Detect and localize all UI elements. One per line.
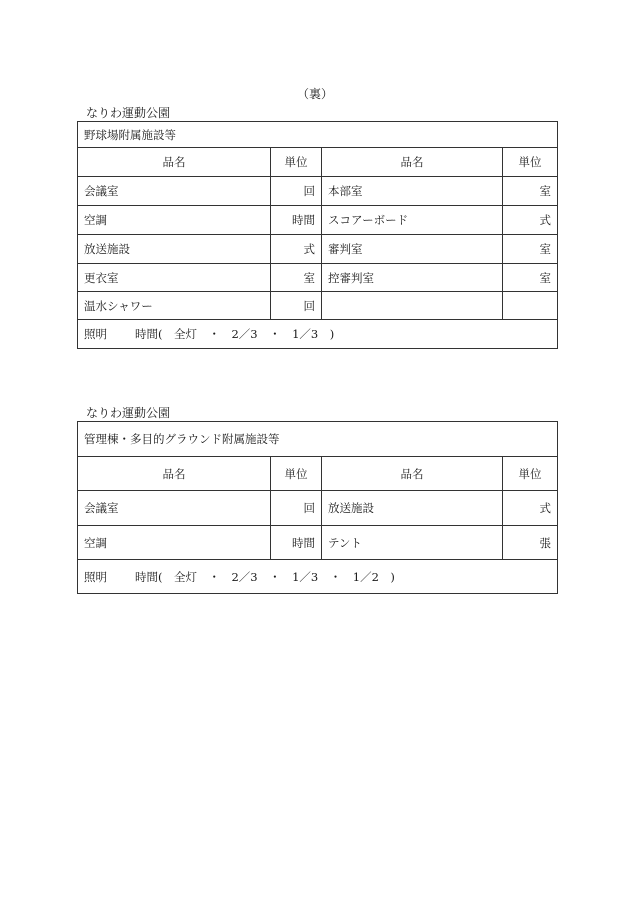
item-unit: 張: [503, 526, 558, 560]
item-unit: 室: [503, 264, 558, 292]
item-unit: 室: [271, 264, 322, 292]
item-name: 会議室: [78, 491, 271, 526]
lighting-label: 照明: [84, 327, 107, 341]
facility-table-management: [77, 421, 558, 594]
item-name: 放送施設: [322, 491, 503, 526]
item-name: [322, 292, 503, 320]
park-name: なりわ運動公園: [86, 406, 171, 420]
item-name: 会議室: [78, 177, 271, 206]
table-title-row: [78, 122, 558, 148]
table-title-row: [78, 422, 558, 457]
item-unit: 回: [271, 491, 322, 526]
item-unit: 時間: [271, 526, 322, 560]
item-name: 審判室: [322, 235, 503, 264]
item-unit: 式: [503, 206, 558, 235]
lighting-label: 照明: [84, 569, 107, 584]
table-row: [78, 491, 558, 526]
header-unit: 単位: [271, 148, 322, 177]
table-row: [78, 264, 558, 292]
lighting-cell: [78, 320, 558, 349]
lighting-options: 時間( 全灯 ・ 2／3 ・ 1／3 ・ 1／2 ): [135, 569, 395, 584]
park-name: なりわ運動公園: [86, 106, 171, 120]
lighting-cell: [78, 560, 558, 594]
table-row: [78, 526, 558, 560]
item-unit: [503, 292, 558, 320]
item-name: 本部室: [322, 177, 503, 206]
item-name: 更衣室: [78, 264, 271, 292]
item-name: 控審判室: [322, 264, 503, 292]
item-name: 放送施設: [78, 235, 271, 264]
table-row: [78, 235, 558, 264]
item-unit: 時間: [271, 206, 322, 235]
lighting-row: [78, 320, 558, 349]
item-unit: 室: [503, 177, 558, 206]
header-item-name: 品名: [78, 148, 271, 177]
table-title: 管理棟・多目的グラウンド附属施設等: [78, 422, 558, 457]
header-row: [78, 148, 558, 177]
lighting-row: [78, 560, 558, 594]
table-row: [78, 292, 558, 320]
item-name: 空調: [78, 526, 271, 560]
header-item-name: 品名: [322, 457, 503, 491]
lighting-options: 時間( 全灯 ・ 2／3 ・ 1／3 ): [135, 327, 335, 341]
header-unit: 単位: [503, 457, 558, 491]
header-item-name: 品名: [322, 148, 503, 177]
item-unit: 式: [503, 491, 558, 526]
item-name: 温水シャワー: [78, 292, 271, 320]
item-unit: 回: [271, 292, 322, 320]
table-title: 野球場附属施設等: [78, 122, 558, 148]
item-unit: 式: [271, 235, 322, 264]
item-name: スコアーボード: [322, 206, 503, 235]
item-unit: 回: [271, 177, 322, 206]
header-row: [78, 457, 558, 491]
item-name: 空調: [78, 206, 271, 235]
item-unit: 室: [503, 235, 558, 264]
facility-table-baseball: [77, 121, 558, 349]
header-unit: 単位: [271, 457, 322, 491]
header-item-name: 品名: [78, 457, 271, 491]
header-unit: 単位: [503, 148, 558, 177]
page-heading: （裏）: [296, 87, 333, 101]
table-row: [78, 206, 558, 235]
table-row: [78, 177, 558, 206]
item-name: テント: [322, 526, 503, 560]
